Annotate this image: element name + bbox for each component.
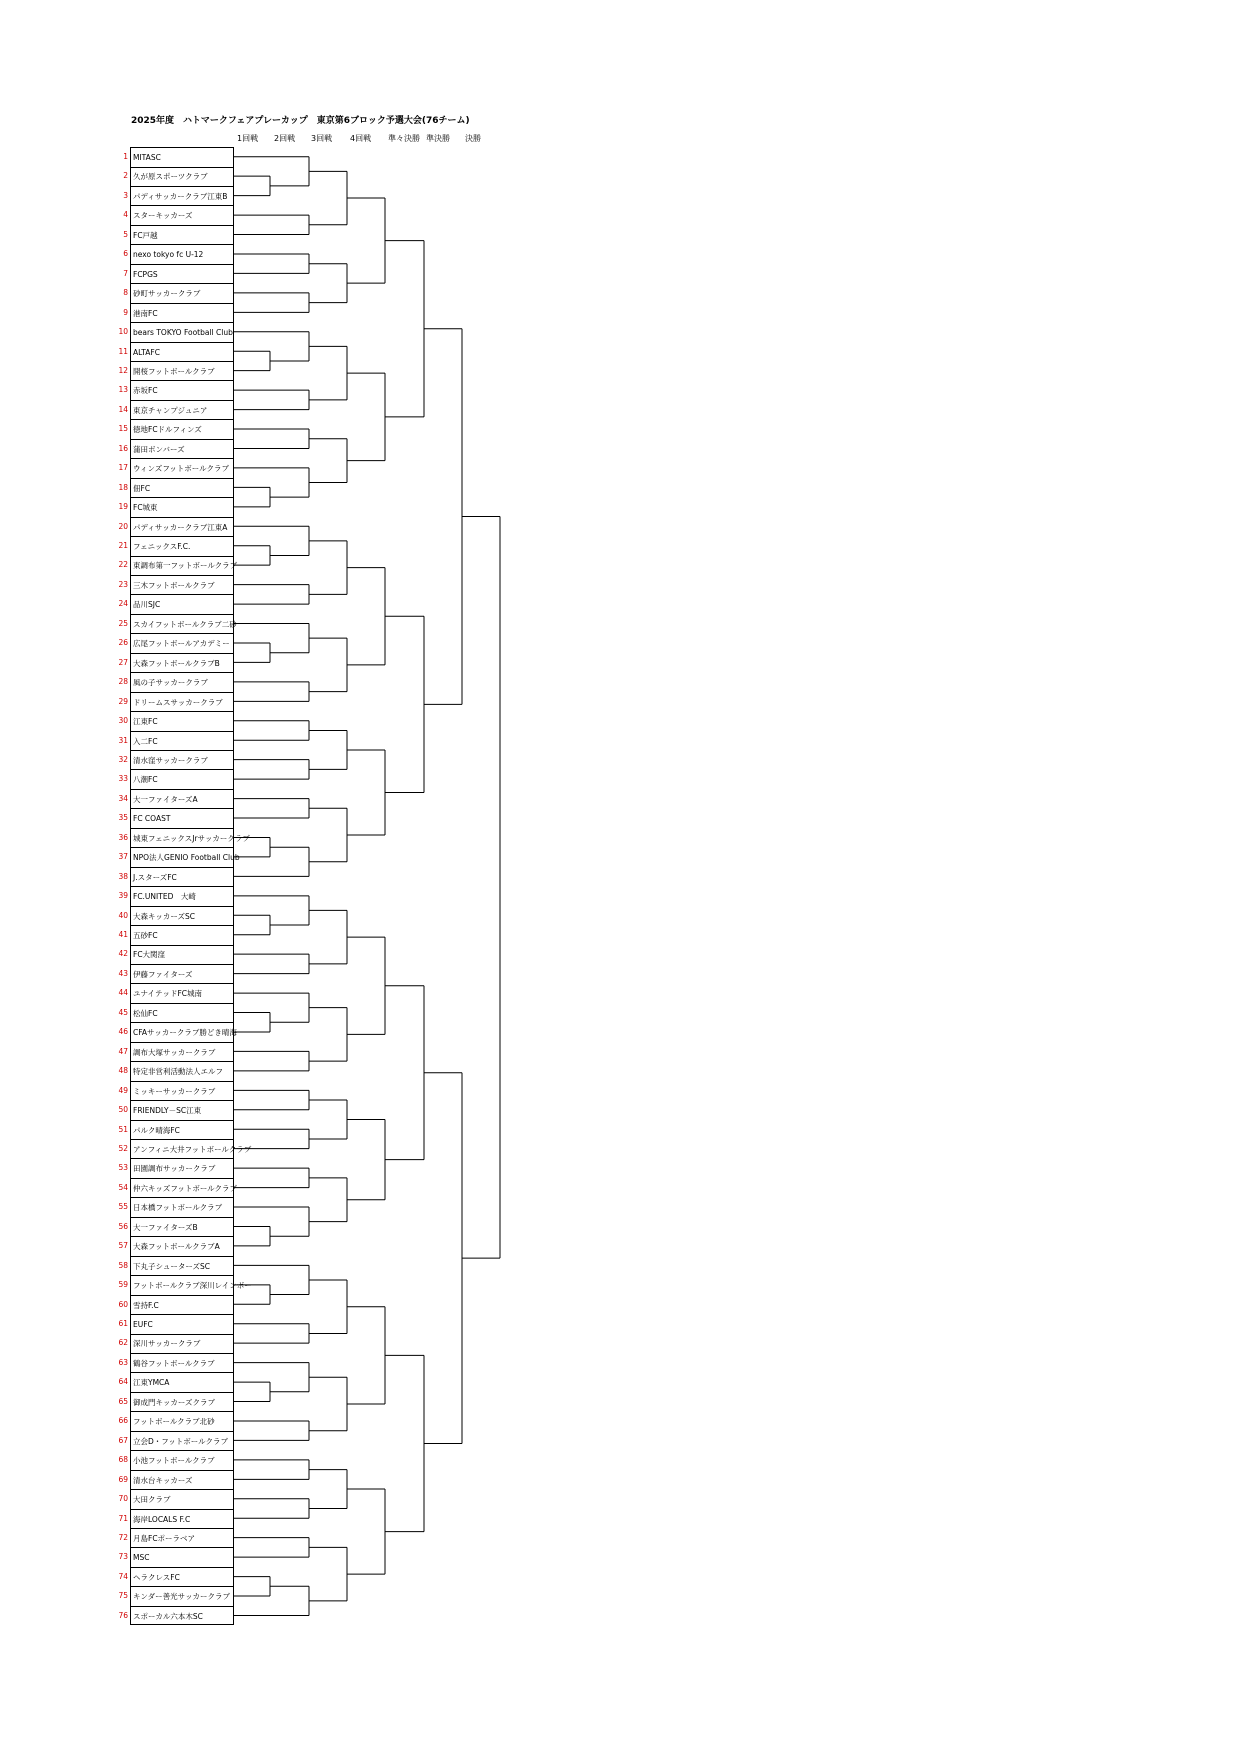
seed-number: 21 xyxy=(118,541,128,550)
team-name: 伊藤ファイターズ xyxy=(131,965,233,985)
team-name: 徳地FCドルフィンズ xyxy=(131,420,233,440)
team-name: 松仙FC xyxy=(131,1004,233,1024)
seed-number: 60 xyxy=(118,1299,128,1309)
team-name: フェニックスF.C. xyxy=(131,537,233,557)
team-name: 御成門キッカーズクラブ xyxy=(131,1393,233,1413)
team-name: ドリームスサッカークラブ xyxy=(131,693,233,713)
team-name: 海岸LOCALS F.C xyxy=(131,1510,233,1530)
seed-number: 76 xyxy=(118,1610,128,1620)
team-name: パディサッカークラブ江東A xyxy=(131,518,233,538)
team-name: 入二FC xyxy=(131,732,233,752)
seed-number: 5 xyxy=(123,229,128,239)
team-name: パディサッカークラブ江東B xyxy=(131,187,233,207)
seed-number: 20 xyxy=(118,521,128,531)
team-name: 江東FC xyxy=(131,712,233,732)
team-name: FRIENDLY－SC江東 xyxy=(131,1101,233,1121)
page-title: 2025年度 ハトマークフェアプレーカップ 東京第6ブロック予選大会(76チーム) xyxy=(131,116,470,126)
team-name: 大森キッカーズSC xyxy=(131,907,233,927)
team-name: 小池フットボールクラブ xyxy=(131,1451,233,1471)
team-name: 八潮FC xyxy=(131,770,233,790)
team-name: キンダー善光サッカークラブ xyxy=(131,1587,233,1607)
seed-number: 50 xyxy=(118,1105,128,1115)
seed-number: 32 xyxy=(118,754,128,764)
team-name: ヘラクレスFC xyxy=(131,1568,233,1588)
team-name: 港南FC xyxy=(131,304,233,324)
seed-number: 67 xyxy=(118,1435,128,1445)
seed-number: 65 xyxy=(118,1396,128,1406)
seed-number: 28 xyxy=(118,677,128,687)
team-name: 特定非営利活動法人エルフ xyxy=(131,1062,233,1082)
seed-number: 9 xyxy=(123,307,128,317)
team-name: FC城東 xyxy=(131,498,233,518)
seed-number: 58 xyxy=(118,1260,128,1270)
seed-number: 72 xyxy=(118,1532,128,1542)
seed-number: 31 xyxy=(118,735,128,745)
round-label-3: 3回戦 xyxy=(311,134,333,143)
seed-number: 48 xyxy=(118,1066,128,1076)
team-name: 大田クラブ xyxy=(131,1490,233,1510)
team-name: 深川サッカークラブ xyxy=(131,1334,233,1354)
team-name: 五砂FC xyxy=(131,926,233,946)
seed-number: 62 xyxy=(118,1338,128,1348)
team-name: 月島FCポーラベア xyxy=(131,1529,233,1549)
seed-number: 33 xyxy=(118,774,128,784)
seed-number: 56 xyxy=(118,1221,128,1231)
round-label-quarterfinal: 準々決勝 xyxy=(388,134,420,143)
team-name: 清水窪サッカークラブ xyxy=(131,751,233,771)
team-name: 清水台キッカーズ xyxy=(131,1471,233,1491)
team-name: 大森フットボールクラブB xyxy=(131,654,233,674)
team-name: 東京チャンプジュニア xyxy=(131,401,233,421)
seed-number: 52 xyxy=(118,1143,128,1153)
seed-number: 35 xyxy=(118,813,128,823)
seed-number: 27 xyxy=(118,657,128,667)
team-name: 久が原スポーツクラブ xyxy=(131,167,233,187)
team-name: ミッキーサッカークラブ xyxy=(131,1082,233,1102)
team-name: スターキッカーズ xyxy=(131,206,233,226)
team-name: 東調布第一フットボールクラブ xyxy=(131,556,233,576)
seed-number: 2 xyxy=(123,171,128,181)
team-name: ウィンズフットボールクラブ xyxy=(131,459,233,479)
team-name: パルク晴海FC xyxy=(131,1121,233,1141)
seed-number: 70 xyxy=(118,1494,128,1504)
seed-number: 74 xyxy=(118,1571,128,1581)
team-name: 大一ファイターズB xyxy=(131,1218,233,1238)
team-name: 砂町サッカークラブ xyxy=(131,284,233,304)
team-name: FC戸越 xyxy=(131,226,233,246)
team-name: 鶴谷フットボールクラブ xyxy=(131,1354,233,1374)
seed-number: 68 xyxy=(118,1455,128,1465)
team-name: MITASC xyxy=(131,148,233,168)
seed-number: 40 xyxy=(118,910,128,920)
seed-number: 1 xyxy=(123,152,128,161)
seed-number: 42 xyxy=(118,949,128,959)
seed-number: 69 xyxy=(118,1474,128,1484)
team-name: FC.UNITED 大崎 xyxy=(131,887,233,907)
seed-number: 22 xyxy=(118,560,128,570)
seed-number: 47 xyxy=(118,1046,128,1056)
seed-number: 49 xyxy=(118,1085,128,1095)
seed-number: 46 xyxy=(118,1027,128,1037)
seed-number: 54 xyxy=(118,1182,128,1192)
seed-number: 26 xyxy=(118,638,128,648)
seed-number: 64 xyxy=(118,1377,128,1387)
team-name: ALTAFC xyxy=(131,343,233,363)
team-name: ユナイテッドFC城南 xyxy=(131,984,233,1004)
team-name: FC大関窪 xyxy=(131,945,233,965)
team-name: EUFC xyxy=(131,1315,233,1335)
seed-number: 12 xyxy=(118,365,128,375)
team-name: 大森フットボールクラブA xyxy=(131,1237,233,1257)
team-name: 雪持F.C xyxy=(131,1296,233,1316)
team-name: 品川SJC xyxy=(131,595,233,615)
team-name: 調布大塚サッカークラブ xyxy=(131,1043,233,1063)
seed-number: 10 xyxy=(118,327,128,337)
seed-number: 7 xyxy=(123,268,128,278)
round-label-4: 4回戦 xyxy=(350,134,372,143)
seed-number: 4 xyxy=(123,210,128,220)
seed-number: 43 xyxy=(118,968,128,978)
team-name: CFAサッカークラブ勝どき晴海 xyxy=(131,1023,233,1043)
seed-number: 13 xyxy=(118,385,128,395)
team-name: 日本橋フットボールクラブ xyxy=(131,1198,233,1218)
seed-number: 66 xyxy=(118,1416,128,1426)
team-name: 佃FC xyxy=(131,479,233,499)
team-name: 江東YMCA xyxy=(131,1373,233,1393)
team-name: 仲六キッズフットボールクラブ xyxy=(131,1179,233,1199)
team-name: 田園調布サッカークラブ xyxy=(131,1159,233,1179)
seed-number: 57 xyxy=(118,1241,128,1251)
team-name: FCPGS xyxy=(131,265,233,285)
seed-number: 17 xyxy=(118,463,128,473)
seed-number: 6 xyxy=(123,249,128,259)
seed-number: 73 xyxy=(118,1552,128,1562)
seed-number: 41 xyxy=(118,930,128,939)
seed-number: 14 xyxy=(118,404,128,414)
seed-number: 25 xyxy=(118,618,128,628)
team-name: 蒲田ボンバーズ xyxy=(131,440,233,460)
round-label-semifinal: 準決勝 xyxy=(426,134,450,143)
round-label-final: 決勝 xyxy=(465,134,481,143)
seed-number: 34 xyxy=(118,793,128,803)
team-name: フットボールクラブ北砂 xyxy=(131,1412,233,1432)
team-name: NPO法人GENIO Football Club xyxy=(131,848,233,868)
team-name: 城東フェニックスJrサッカークラブ xyxy=(131,829,233,849)
seed-number: 24 xyxy=(118,599,128,609)
team-name: MSC xyxy=(131,1548,233,1568)
seed-number: 23 xyxy=(118,579,128,589)
team-name: 三木フットボールクラブ xyxy=(131,576,233,596)
seed-number: 29 xyxy=(118,696,128,706)
seed-number: 55 xyxy=(118,1202,128,1212)
seed-number: 18 xyxy=(118,482,128,492)
seed-number: 61 xyxy=(118,1319,128,1328)
seed-number: 53 xyxy=(118,1163,128,1173)
seed-number: 15 xyxy=(118,424,128,434)
team-name: FC COAST xyxy=(131,809,233,829)
seed-number: 8 xyxy=(123,288,128,298)
team-name: スカイフットボールクラブ二砂 xyxy=(131,615,233,635)
seed-number: 45 xyxy=(118,1007,128,1017)
team-name: 広尾フットボールアカデミー xyxy=(131,634,233,654)
seed-number: 36 xyxy=(118,832,128,842)
seed-number: 44 xyxy=(118,988,128,998)
seed-number: 63 xyxy=(118,1357,128,1367)
seed-number: 3 xyxy=(123,190,128,200)
team-name: nexo tokyo fc U-12 xyxy=(131,245,233,265)
seed-number: 19 xyxy=(118,502,128,512)
team-name: 風の子サッカークラブ xyxy=(131,673,233,693)
team-name: 大一ファイターズA xyxy=(131,790,233,810)
seed-number: 51 xyxy=(118,1124,128,1134)
seed-number: 37 xyxy=(118,852,128,862)
round-label-2: 2回戦 xyxy=(274,134,296,143)
team-name: bears TOKYO Football Club xyxy=(131,323,233,343)
seed-number: 30 xyxy=(118,716,128,726)
team-name: 立会D・フットボールクラブ xyxy=(131,1432,233,1452)
round-label-1: 1回戦 xyxy=(237,134,259,143)
seed-number: 11 xyxy=(118,346,128,356)
team-name: J.スターズFC xyxy=(131,868,233,888)
seed-number: 16 xyxy=(118,443,128,453)
team-name: アンフィニ大井フットボールクラブ xyxy=(131,1140,233,1160)
seed-number: 59 xyxy=(118,1280,128,1290)
team-name: 下丸子シューターズSC xyxy=(131,1257,233,1277)
seed-number: 75 xyxy=(118,1591,128,1601)
team-name: 赤坂FC xyxy=(131,381,233,401)
seed-number: 71 xyxy=(118,1513,128,1523)
team-name: スポーカル六本木SC xyxy=(133,1611,203,1621)
seed-number: 38 xyxy=(118,871,128,881)
team-name: フットボールクラブ深川レインボー xyxy=(131,1276,233,1296)
seed-number: 39 xyxy=(118,891,128,901)
team-name: 開桜フットボールクラブ xyxy=(131,362,233,382)
